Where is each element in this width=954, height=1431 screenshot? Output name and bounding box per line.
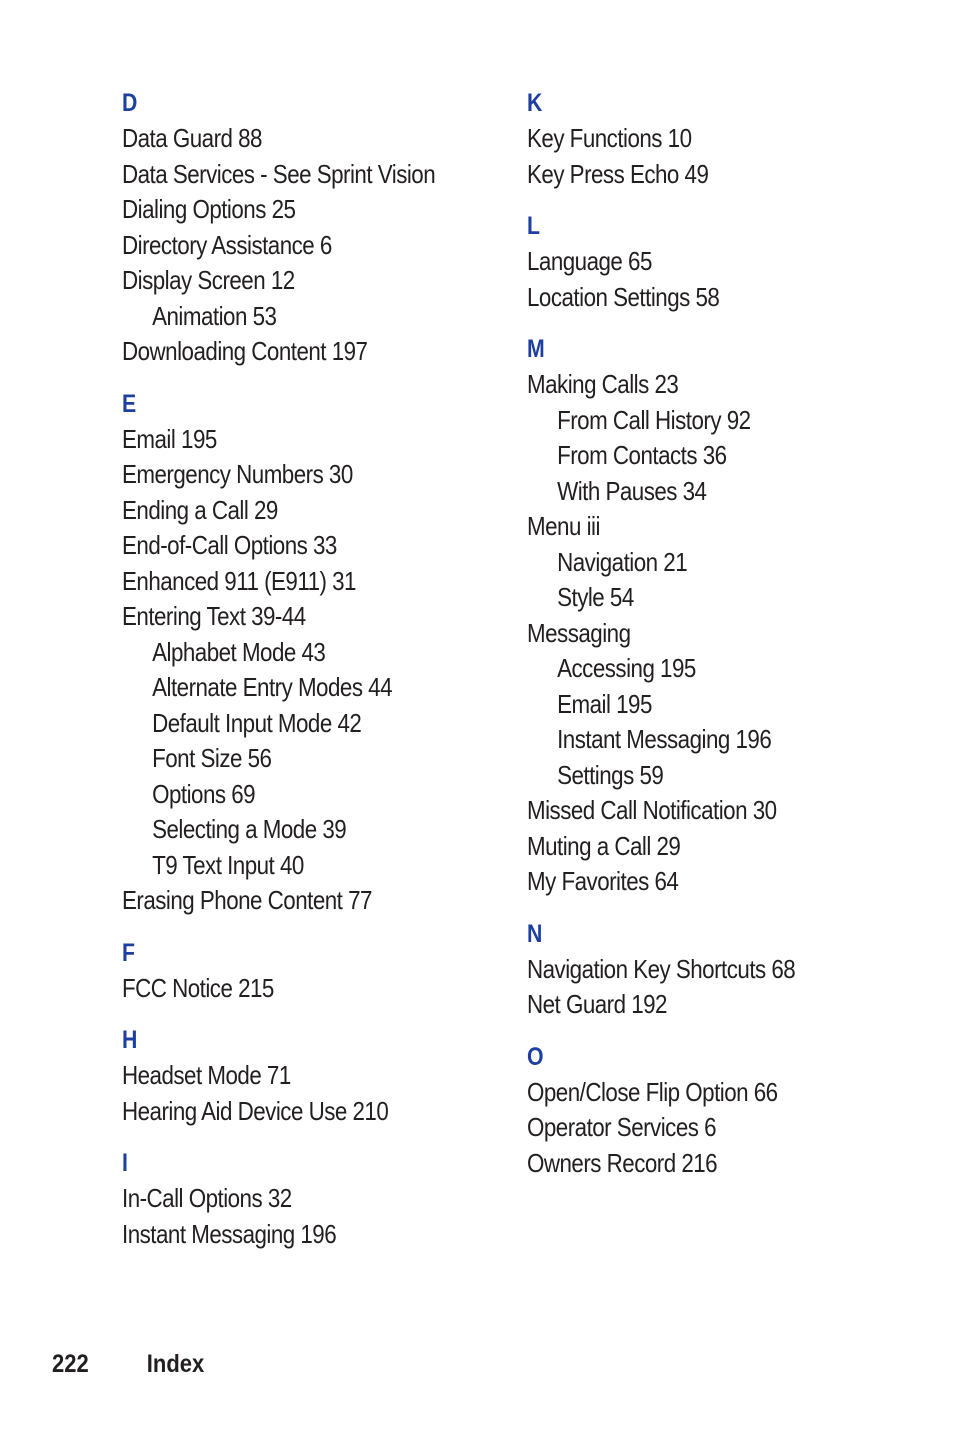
index-subentry: Alphabet Mode 43: [152, 636, 326, 667]
index-subentry: Default Input Mode 42: [152, 707, 362, 738]
index-section-h: [122, 1023, 522, 1129]
index-entry: Data Services - See Sprint Vision: [122, 158, 436, 189]
index-subentry: Settings 59: [557, 759, 664, 790]
index-entry: Making Calls 23: [527, 369, 679, 399]
index-entry: End-of-Call Options 33: [122, 530, 337, 560]
index-subentry: From Call History 92: [557, 404, 751, 435]
index-section-l: [527, 209, 927, 315]
index-subentry: Font Size 56: [152, 743, 272, 773]
index-section-n: [527, 917, 927, 1023]
index-entry: Open/Close Flip Option 66: [527, 1076, 778, 1107]
index-section-m: [527, 332, 927, 900]
index-entry: Hearing Aid Device Use 210: [122, 1095, 389, 1126]
index-subentry: T9 Text Input 40: [152, 849, 304, 880]
section-letter: E: [122, 389, 137, 418]
index-entry: In-Call Options 32: [122, 1183, 292, 1213]
section-letter: M: [527, 335, 545, 363]
index-entry: Display Screen 12: [122, 265, 295, 295]
index-subentry: Style 54: [557, 582, 634, 612]
index-entry: Ending a Call 29: [122, 494, 278, 525]
index-column-right: [527, 86, 927, 1198]
index-subentry: Email 195: [557, 688, 652, 719]
index-subentry: Options 69: [152, 778, 256, 809]
index-section-i: [122, 1146, 522, 1252]
index-entry: Dialing Options 25: [122, 194, 296, 224]
index-entry: Entering Text 39-44: [122, 601, 306, 631]
index-entry: Key Functions 10: [527, 123, 692, 153]
index-subentry: Accessing 195: [557, 653, 696, 683]
index-subentry: Navigation 21: [557, 546, 688, 577]
index-entry: Menu iii: [527, 511, 600, 541]
index-section-e: [122, 387, 522, 919]
index-subentry: Alternate Entry Modes 44: [152, 672, 393, 702]
index-subentry: Instant Messaging 196: [557, 724, 772, 754]
section-letter: I: [122, 1149, 128, 1177]
index-section-d: [122, 86, 522, 370]
index-entry: Language 65: [527, 246, 652, 276]
index-entry: Downloading Content 197: [122, 336, 368, 366]
index-entry: Navigation Key Shortcuts 68: [527, 953, 796, 984]
index-section-k: [527, 86, 927, 192]
section-letter: N: [527, 919, 543, 948]
index-entry: Erasing Phone Content 77: [122, 885, 372, 915]
index-subentry: With Pauses 34: [557, 475, 707, 506]
index-section-o: [527, 1040, 927, 1182]
section-letter: O: [527, 1042, 544, 1071]
index-entry: Operator Services 6: [527, 1112, 717, 1142]
index-entry: My Favorites 64: [527, 866, 679, 896]
section-letter: K: [527, 89, 543, 117]
index-entry: Emergency Numbers 30: [122, 459, 353, 489]
page-number: 222: [52, 1350, 89, 1378]
index-entry: Key Press Echo 49: [527, 158, 709, 189]
index-entry: Headset Mode 71: [122, 1060, 291, 1090]
index-column-left: [122, 86, 522, 1269]
index-subentry: From Contacts 36: [557, 440, 727, 470]
index-subentry: Animation 53: [152, 300, 277, 331]
index-entry: Owners Record 216: [527, 1147, 718, 1178]
index-entry: FCC Notice 215: [122, 972, 274, 1003]
page-footer: [52, 1347, 204, 1381]
index-entry: Instant Messaging 196: [122, 1218, 337, 1249]
index-entry: Muting a Call 29: [527, 830, 681, 861]
index-entry: Net Guard 192: [527, 989, 667, 1019]
index-entry: Enhanced 911 (E911) 31: [122, 565, 356, 596]
index-section-f: [122, 936, 522, 1007]
section-letter: H: [122, 1026, 138, 1054]
index-entry: Messaging: [527, 617, 631, 648]
section-letter: L: [527, 212, 540, 240]
index-entry: Missed Call Notification 30: [527, 795, 777, 825]
section-letter: D: [122, 89, 138, 117]
page-title: Index: [146, 1350, 205, 1378]
section-letter: F: [122, 938, 135, 967]
index-entry: Data Guard 88: [122, 123, 262, 153]
index-subentry: Selecting a Mode 39: [152, 814, 347, 844]
index-entry: Location Settings 58: [527, 281, 720, 312]
index-entry: Directory Assistance 6: [122, 229, 332, 260]
index-entry: Email 195: [122, 423, 217, 454]
